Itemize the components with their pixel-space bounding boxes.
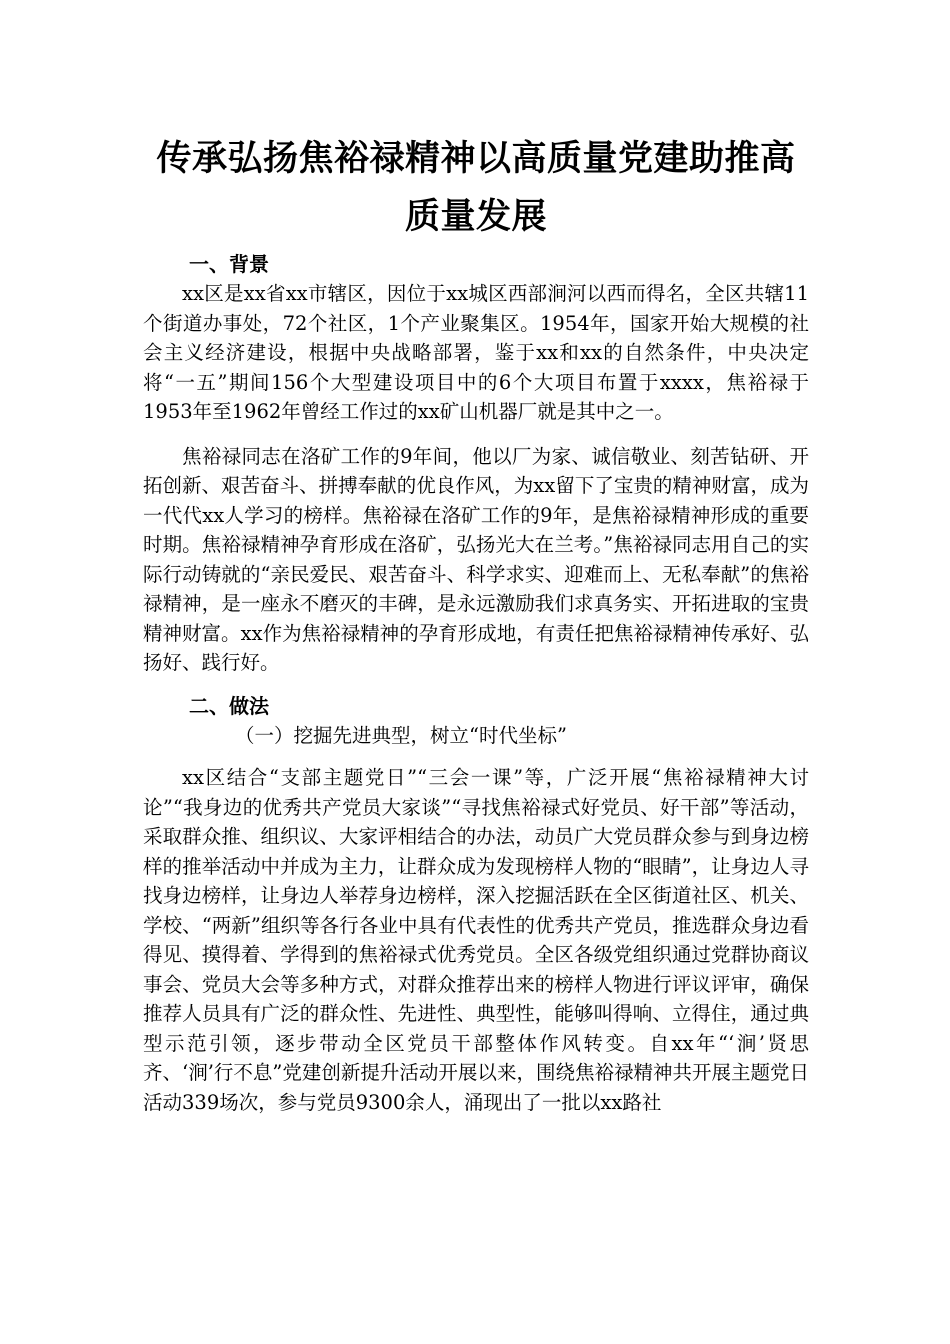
section-heading-practice: 二、做法 (189, 693, 269, 718)
paragraph-practice-1: xx区结合“支部主题党日”“三会一课”等，广泛开展“焦裕禄精神大讨论”“我身边的优秀共产党员大家谈”“寻找焦裕禄式好党员、好干部”等活动，采取群众推、组织议、大家评相结合的办法，动员广大党员群众参与到身边榜样的推举活动中并成为主力，让群众成为发现榜样人物的“眼睛”，让身边人寻找身边榜样，让身边人举荐身边榜样，深入挖掘活跃在全区街道社区、机关、学校、“两新”组织等各行各业中具有代表性的优秀共产党员，推选群众身边看得见、摸得着、学得到的焦裕禄式优秀党员。全区各级党组织通过党群协商议事会、党员大会等多种方式，对群众推荐出来的榜样人物进行评议评审，确保推荐人员具有广泛的群众性、先进性、典型性，能够叫得响、立得住，通过典型示范引领，逐步带动全区党员干部整体作风转变。自xx年“‘涧’贤思齐、‘涧’行不息”党建创新提升活动开展以来，围绕焦裕禄精神共开展主题党日活动339场次，参与党员9300余人，涌现出了一批以xx路社 (143, 766, 809, 1114)
title-line-1: 传承弘扬焦裕禄精神以高质量党建助推高 (156, 139, 796, 179)
document-page (143, 130, 809, 1117)
title-line-2: 质量发展 (404, 197, 547, 237)
paragraph-background-2: 焦裕禄同志在洛矿工作的9年间，他以厂为家、诚信敬业、刻苦钻研、开拓创新、艰苦奋斗、拼搏奉献的优良作风，为xx留下了宝贵的精神财富，成为一代代xx人学习的榜样。焦裕禄在洛矿工作的9年，是焦裕禄精神形成的重要时期。焦裕禄精神孕育形成在洛矿，弘扬光大在兰考。”焦裕禄同志用自己的实际行动铸就的“亲民爱民、艰苦奋斗、科学求实、迎难而上、无私奉献”的焦裕禄精神，是一座永不磨灭的丰碑，是永远激励我们求真务实、开拓进取的宝贵精神财富。xx作为焦裕禄精神的孕育形成地，有责任把焦裕禄精神传承好、弘扬好、践行好。 (143, 444, 809, 674)
section-heading-background: 一、背景 (189, 252, 269, 276)
document-title (143, 130, 809, 246)
subheading-typical-examples: （一）挖掘先进典型，树立“时代坐标” (235, 723, 567, 747)
paragraph-background-1: xx区是xx省xx市辖区，因位于xx城区西部涧河以西而得名，全区共辖11个街道办事处，72个社区，1个产业聚集区。1954年，国家开始大规模的社会主义经济建设，根据中央战略部署，鉴于xx和xx的自然条件，中央决定将“一五”期间156个大型建设项目中的6个大项目布置于xxxx，焦裕禄于1953年至1962年曾经工作过的xx矿山机器厂就是其中之一。 (143, 282, 809, 423)
